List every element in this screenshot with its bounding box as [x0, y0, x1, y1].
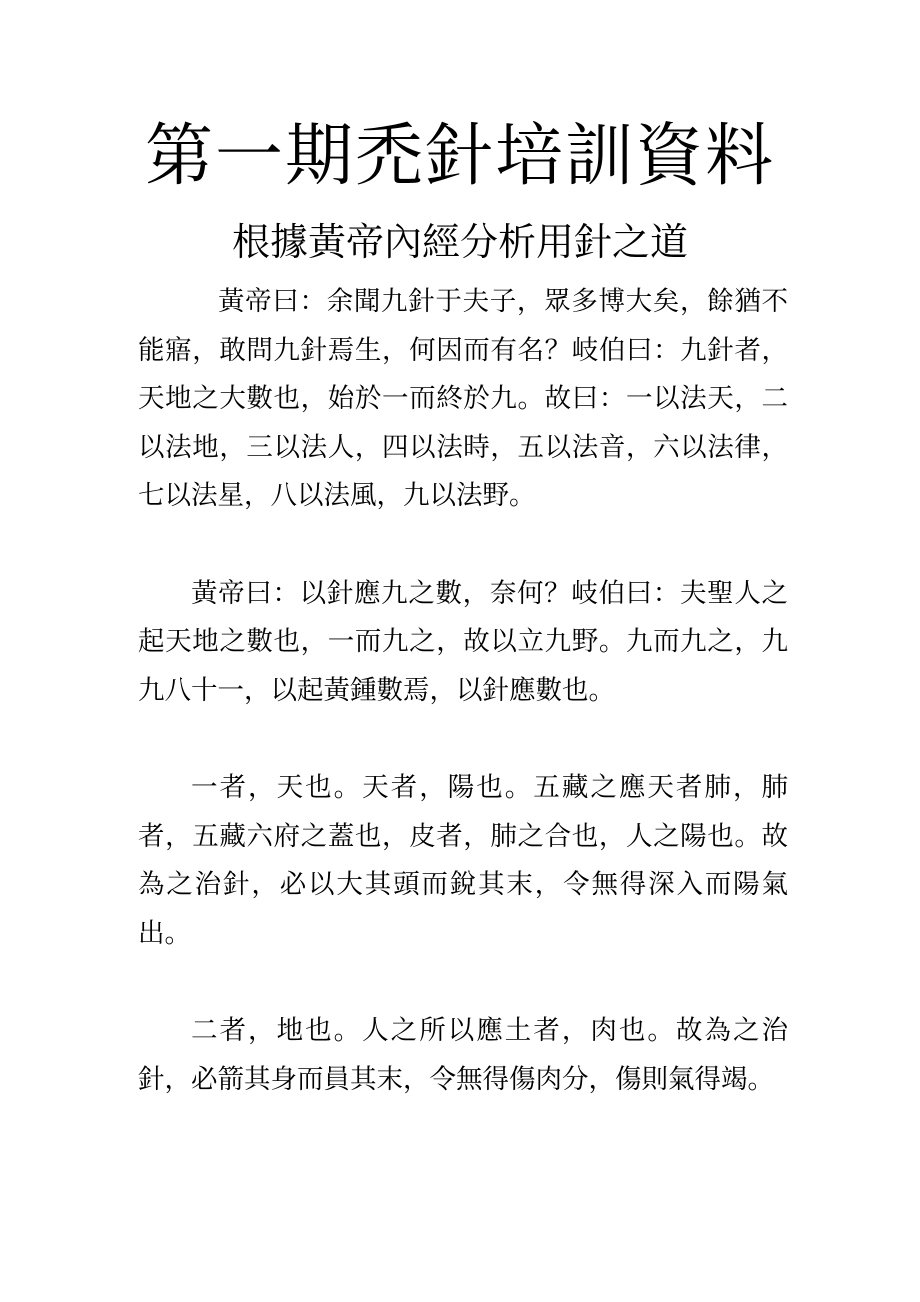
- paragraph-4: 二者，地也。人之所以應土者，肉也。故為之治針，必箭其身而員其末，令無得傷肉分，傷則氣得竭。: [138, 1014, 788, 1095]
- document-subtitle: 根據黃帝內經分析用針之道: [231, 220, 688, 264]
- paragraph-1: 黃帝曰：余聞九針于夫子，眾多博大矣，餘猶不能寤，敢問九針焉生，何因而有名？岐伯曰：九針者，天地之大數也，始於一而終於九。故曰：一以法天，二以法地，三以法人，四以法時，五以法音，六以法律，七以法星，八以法風，九以法野。: [138, 286, 788, 512]
- document-body: [138, 278, 788, 1104]
- paragraph-3: 一者，天也。天者，陽也。五藏之應天者肺，肺者，五藏六府之蓋也，皮者，肺之合也，人之陽也。故為之治針，必以大其頭而銳其末，令無得深入而陽氣出。: [138, 771, 788, 949]
- paragraph-2: 黃帝曰：以針應九之數，奈何？岐伯曰：夫聖人之起天地之數也，一而九之，故以立九野。九而九之，九九八十一，以起黃鍾數焉，以針應數也。: [138, 577, 788, 706]
- document-title: 第一期禿針培訓資料: [144, 117, 775, 196]
